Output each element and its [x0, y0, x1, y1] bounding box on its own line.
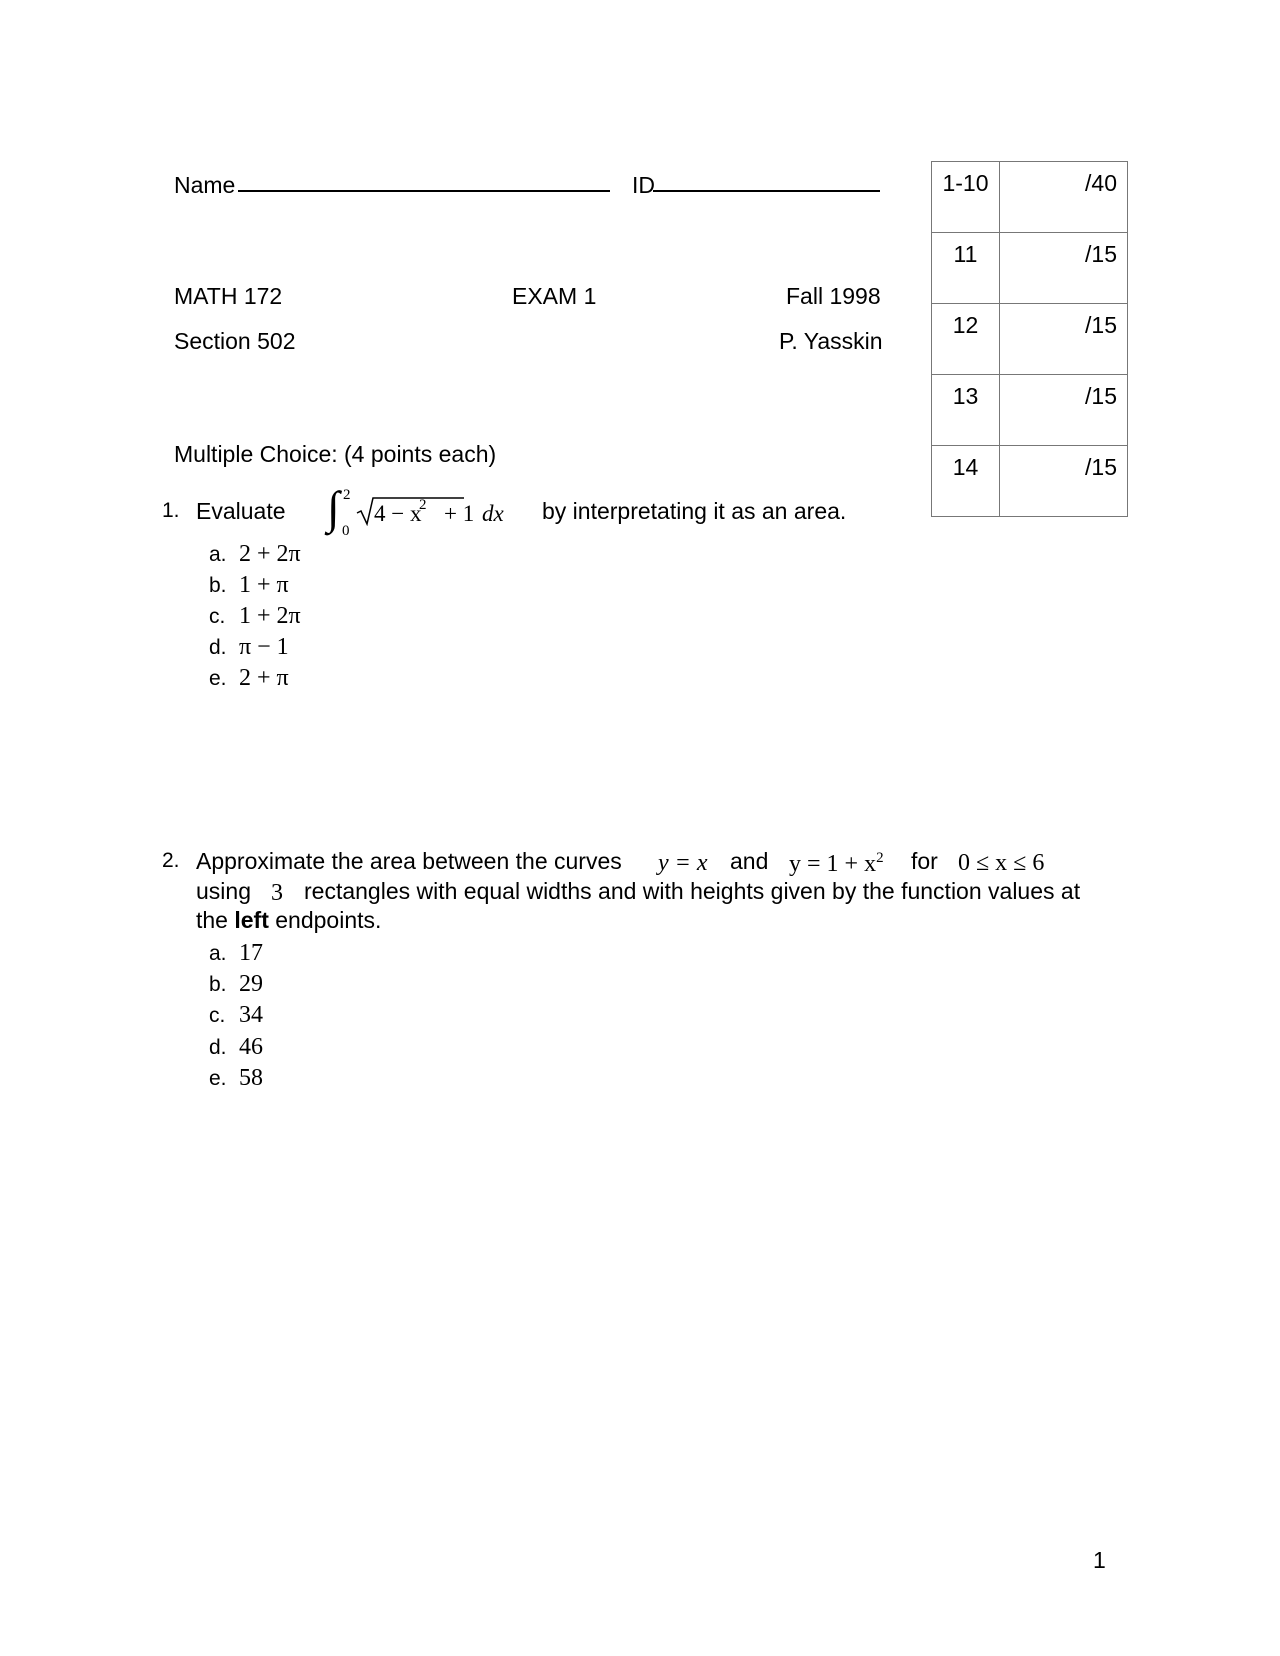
- integral-dx: dx: [482, 501, 504, 526]
- q2-domain: 0 ≤ x ≤ 6: [958, 850, 1045, 876]
- choice-letter: e.: [209, 1067, 227, 1090]
- id-blank-line[interactable]: [653, 190, 880, 192]
- score-row: [932, 375, 1128, 446]
- exam-title: EXAM 1: [512, 283, 597, 309]
- choice-value: 2 + 2π: [239, 541, 301, 567]
- page-number: 1: [1093, 1547, 1106, 1573]
- score-question: 13: [932, 375, 1000, 446]
- q1-choice-a[interactable]: [209, 542, 301, 566]
- q2-line3-pre: the: [196, 907, 228, 933]
- choice-letter: a.: [209, 942, 227, 965]
- q1-choice-c[interactable]: [209, 604, 301, 628]
- q2-choice-d[interactable]: [209, 1035, 263, 1059]
- choice-value: 2 + π: [239, 665, 289, 691]
- q2-line1: [196, 850, 622, 873]
- choice-letter: c.: [209, 1004, 226, 1027]
- choice-letter: d.: [209, 636, 227, 659]
- score-row: [932, 446, 1128, 517]
- choice-value: 29: [239, 971, 263, 997]
- choice-value: 1 + 2π: [239, 603, 301, 629]
- score-points[interactable]: /15: [1000, 233, 1128, 304]
- score-question: 14: [932, 446, 1000, 517]
- q2-number: 2.: [162, 849, 180, 872]
- q2-line2-rest: rectangles with equal widths and with heights given by the function values at: [304, 878, 1081, 904]
- q1-choice-b[interactable]: [209, 573, 289, 597]
- q2-using: using: [196, 878, 251, 904]
- choice-letter: d.: [209, 1036, 227, 1059]
- choice-value: 46: [239, 1034, 263, 1060]
- q2-curve1: y = x: [658, 850, 708, 876]
- choice-letter: c.: [209, 605, 226, 628]
- id-label: ID: [632, 172, 655, 198]
- name-blank-line[interactable]: [238, 190, 610, 192]
- q2-choice-b[interactable]: [209, 972, 263, 996]
- q1-prefix: Evaluate: [196, 498, 286, 524]
- integrand-rest: + 1: [444, 501, 475, 526]
- q2-choice-c[interactable]: [209, 1003, 263, 1027]
- q2-line3: [196, 909, 381, 932]
- q2-line1-text: Approximate the area between the curves: [196, 848, 622, 874]
- radicand-text: 4 − x: [374, 501, 422, 526]
- score-points[interactable]: /15: [1000, 375, 1128, 446]
- score-table: [931, 161, 1128, 517]
- term: Fall 1998: [786, 283, 881, 309]
- q2-n: 3: [271, 880, 283, 906]
- score-question: 1-10: [932, 162, 1000, 233]
- q2-curve2-exponent: 2: [876, 850, 884, 866]
- section-title: Multiple Choice: (4 points each): [174, 441, 497, 467]
- name-label: Name: [174, 172, 236, 198]
- score-question: 11: [932, 233, 1000, 304]
- score-points[interactable]: /15: [1000, 446, 1128, 517]
- q2-for: for: [911, 848, 938, 874]
- choice-value: 1 + π: [239, 572, 289, 598]
- choice-value: π − 1: [239, 634, 289, 660]
- q2-curve2: [789, 851, 884, 876]
- q1-choice-d[interactable]: [209, 635, 289, 659]
- choice-letter: b.: [209, 973, 227, 996]
- choice-letter: e.: [209, 667, 227, 690]
- choice-letter: b.: [209, 574, 227, 597]
- score-row: [932, 233, 1128, 304]
- score-row: [932, 304, 1128, 375]
- q1-suffix: by interpretating it as an area.: [542, 498, 847, 524]
- q2-and: and: [730, 848, 769, 874]
- course-title: MATH 172: [174, 283, 283, 309]
- q1-number: 1.: [162, 499, 180, 522]
- q2-line3-bold: left: [234, 907, 269, 933]
- choice-letter: a.: [209, 543, 227, 566]
- score-row: [932, 162, 1128, 233]
- q2-choice-a[interactable]: [209, 941, 263, 965]
- score-points[interactable]: /15: [1000, 304, 1128, 375]
- q2-choice-e[interactable]: [209, 1066, 263, 1090]
- integral-sign: ∫: [327, 482, 340, 533]
- choice-value: 17: [239, 940, 263, 966]
- instructor-name: P. Yasskin: [779, 328, 883, 354]
- q2-curve2-text: y = 1 + x: [789, 851, 877, 877]
- choice-value: 58: [239, 1065, 263, 1091]
- score-points[interactable]: /40: [1000, 162, 1128, 233]
- integral-upper-limit: 2: [343, 487, 351, 503]
- score-question: 12: [932, 304, 1000, 375]
- section-number: Section 502: [174, 328, 296, 354]
- radicand-exponent: 2: [419, 497, 427, 513]
- integral-lower-limit: 0: [342, 523, 350, 539]
- choice-value: 34: [239, 1002, 263, 1028]
- q2-line3-post: endpoints.: [275, 907, 382, 933]
- q1-choice-e[interactable]: [209, 666, 289, 690]
- radicand: [374, 502, 421, 525]
- q1-integral: [322, 484, 512, 540]
